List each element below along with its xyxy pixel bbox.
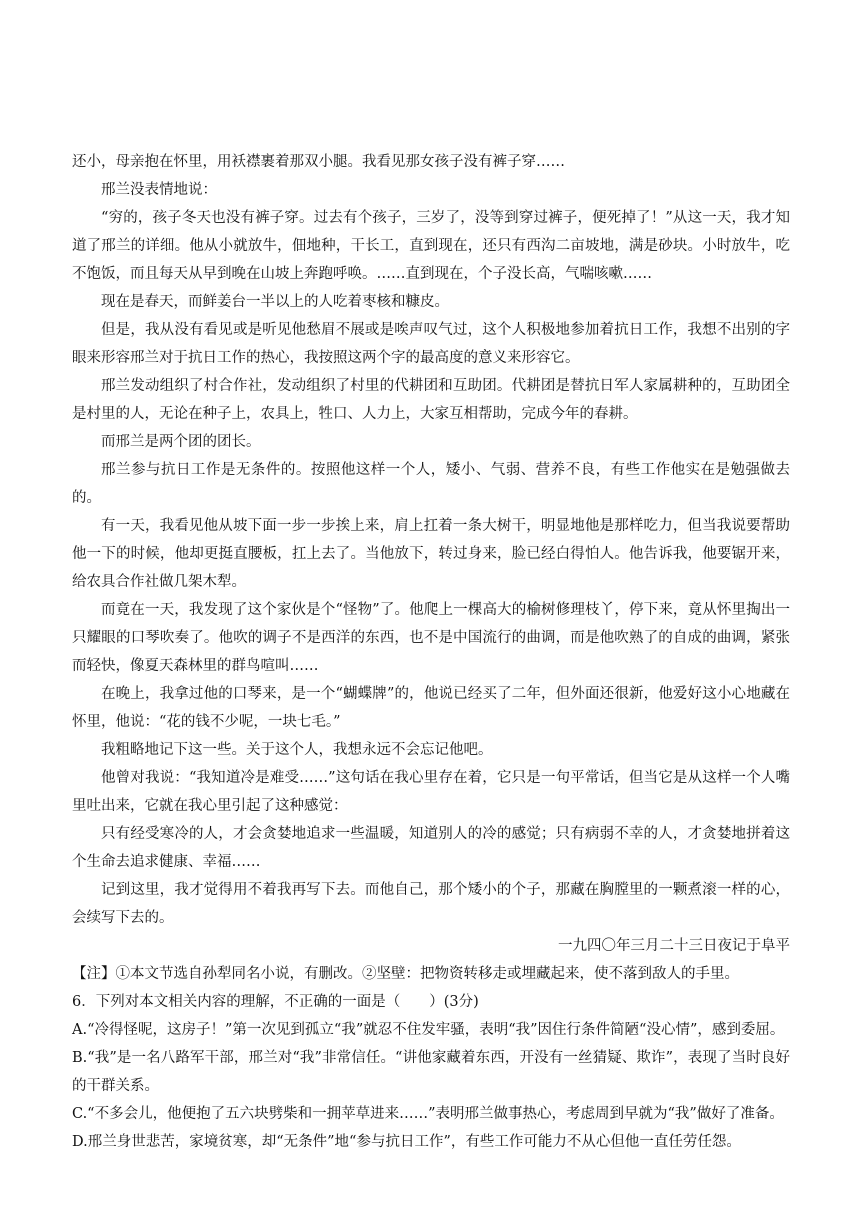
option-a: A.“冷得怪呢，这房子！”第一次见到孤立“我”就忍不住发牢骚，表明“我”因住行条件简陋“没心情”，感到委屈。 [72,1022,785,1038]
paragraph-4: 现在是春天，而鲜姜台一半以上的人吃着枣核和糠皮。 [101,294,449,310]
signature-date: 一九四〇年三月二十三日夜记于阜平 [558,938,790,954]
paragraph-8: 邢兰参与抗日工作是无条件的。按照他这样一个人，矮小、气弱、营养不良，有些工作他实在是勉强做去的。 [72,462,790,506]
paragraph-12: 我粗略地记下这一些。关于这个人，我想永远不会忘记他吧。 [101,742,493,758]
question-stem: 6．下列对本文相关内容的理解，不正确的一面是（ ）(3分) [72,994,479,1010]
paragraph-11: 在晚上，我拿过他的口琴来，是一个“蝴蝶牌”的，他说已经买了二年，但外面还很新，他爱好这小心地藏在怀里，他说：“花的钱不少呢，一块七毛。” [72,686,790,730]
option-c: C.“不多会儿，他便抱了五六块劈柴和一拥苹草进来……”表明邢兰做事热心，考虑周到早就为“我”做好了准备。 [72,1106,784,1122]
footnote: 【注】①本文节选自孙犁同名小说，有删改。②坚壁：把物资转移走或埋藏起来，使不落到敌人的手里。 [72,966,739,982]
paragraph-5: 但是，我从没有看见或是听见他愁眉不展或是唉声叹气过，这个人积极地参加着抗日工作，我想不出别的字眼来形容邢兰对于抗日工作的热心，我按照这两个字的最高度的意义来形容它。 [72,322,790,366]
paragraph-9: 有一天，我看见他从坡下面一步一步挨上来，肩上扛着一条大树干，明显地他是那样吃力，但当我说要帮助他一下的时候，他却更挺直腰板，扛上去了。当他放下，转过身来，脸已经白得怕人。他告诉我，他要锯开来，给农具合作社做几架木犁。 [72,518,790,590]
paragraph-13: 他曾对我说：“我知道冷是难受……”这句话在我心里存在着，它只是一句平常话，但当它是从这样一个人嘴里吐出来，它就在我心里引起了这种感觉： [72,770,790,814]
paragraph-6: 邢兰发动组织了村合作社，发动组织了村里的代耕团和互助团。代耕团是替抗日军人家属耕种的，互助团全是村里的人，无论在种子上，农具上，牲口、人力上，大家互相帮助，完成今年的春耕。 [72,378,790,422]
article-body [72,148,790,1156]
option-d: D.邢兰身世悲苦，家境贫寒，却“无条件”地“参与抗日工作”，有些工作可能力不从心但他一直任劳任怨。 [72,1134,741,1150]
paragraph-1: 还小，母亲抱在怀里，用袄襟裹着那双小腿。我看见那女孩子没有裤子穿…… [72,154,565,170]
paragraph-15: 记到这里，我才觉得用不着我再写下去。而他自己，那个矮小的个子，那藏在胸膛里的一颗煮滚一样的心，会续写下去的。 [72,882,790,926]
paragraph-2: 邢兰没表情地说： [101,182,217,198]
option-b: B.“我”是一名八路军干部，邢兰对“我”非常信任。“讲他家藏着东西，开没有一丝猜疑、欺诈”，表现了当时良好的干群关系。 [72,1050,790,1094]
paragraph-7: 而邢兰是两个团的团长。 [101,434,261,450]
paragraph-10: 而竟在一天，我发现了这个家伙是个“怪物”了。他爬上一棵高大的榆树修理枝丫，停下来，竟从怀里掏出一只耀眼的口琴吹奏了。他吹的调子不是西洋的东西，也不是中国流行的曲调，而是他吹熟了的自成的曲调，紧张而轻快，像夏天森林里的群鸟喧叫…… [72,602,790,674]
paragraph-3: “穷的，孩子冬天也没有裤子穿。过去有个孩子，三岁了，没等到穿过裤子，便死掉了！”从这一天，我才知道了邢兰的详细。他从小就放牛，佃地种，干长工，直到现在，还只有西沟二亩坡地，满是砂块。小时放牛，吃不饱饭，而且每天从早到晚在山坡上奔跑呼唤。……直到现在，个子没长高，气喘咳嗽…… [72,210,790,282]
paragraph-14: 只有经受寒冷的人，才会贪婪地追求一些温暖，知道别人的冷的感觉；只有病弱不幸的人，才贪婪地拼着这个生命去追求健康、幸福…… [72,826,790,870]
